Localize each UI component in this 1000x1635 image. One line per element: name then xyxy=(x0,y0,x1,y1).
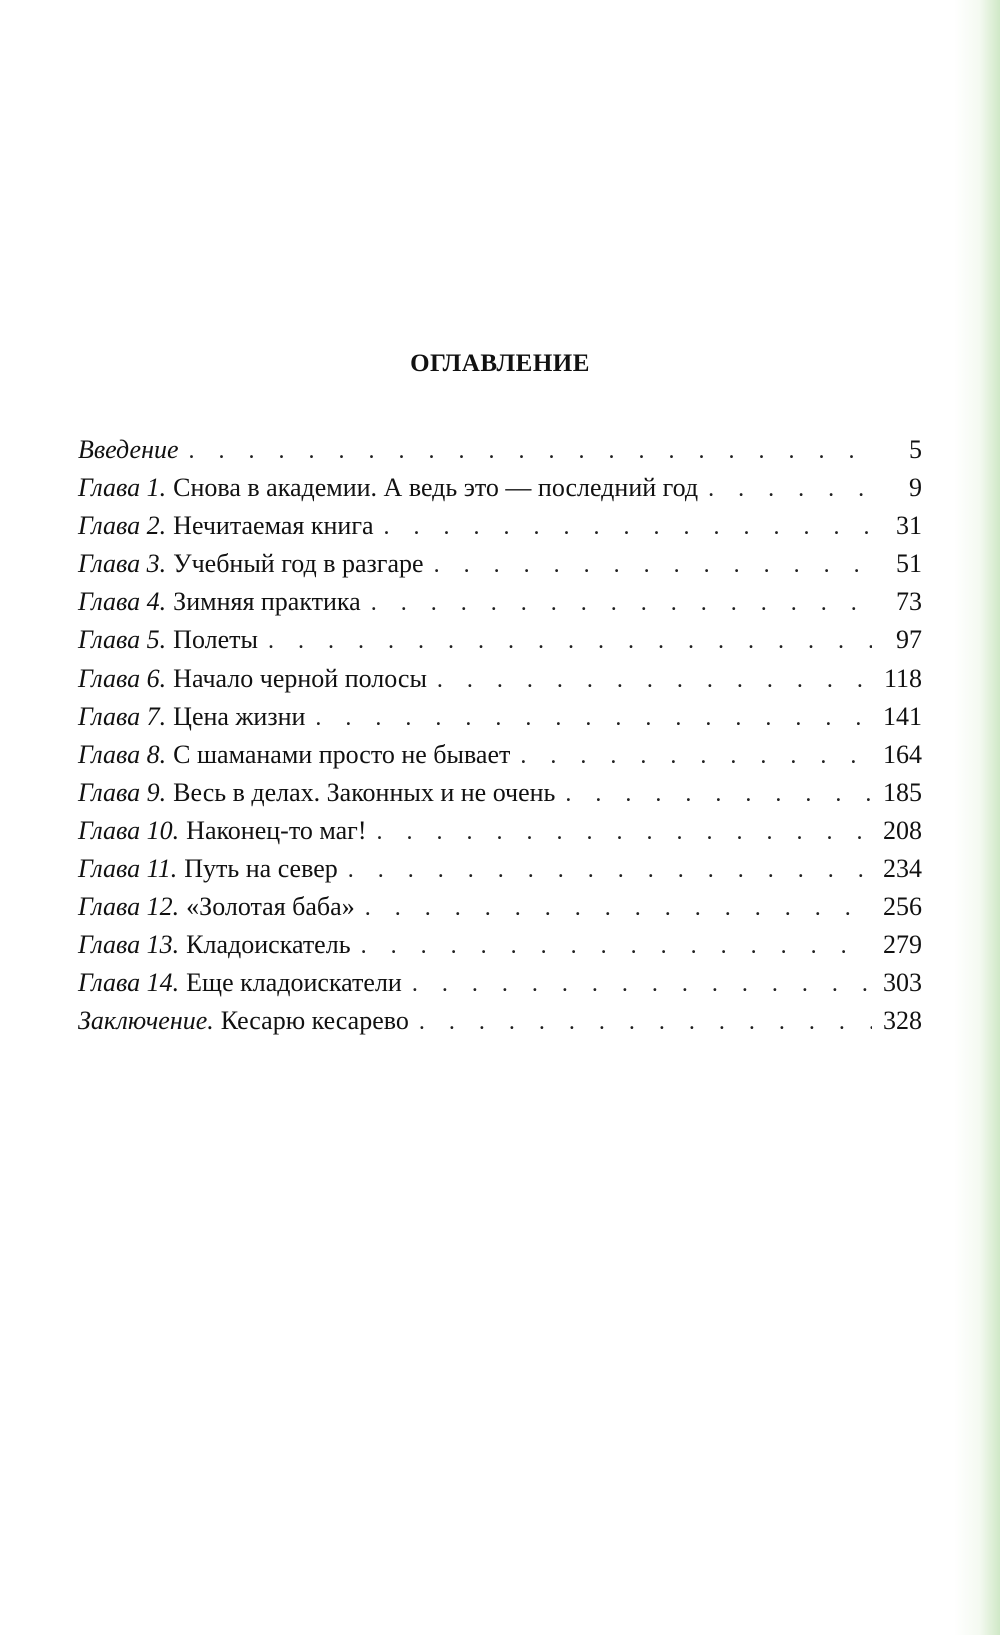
toc-entry-page: 328 xyxy=(883,1006,922,1036)
toc-entry-title: С шаманами просто не бывает xyxy=(173,739,511,769)
toc-entry-page: 73 xyxy=(896,587,922,617)
toc-entry-page: 5 xyxy=(909,435,922,464)
toc-entry-title: Путь на север xyxy=(184,854,338,884)
toc-entry-chapter-1 xyxy=(78,473,922,511)
toc-entry-page: 31 xyxy=(896,511,922,541)
toc-dot-leader xyxy=(427,667,872,694)
toc-entry-page: 185 xyxy=(883,777,922,807)
toc-entry-title: Полеты xyxy=(173,625,258,655)
toc-entry-label: Глава 9. xyxy=(78,777,167,807)
toc-entry-title: «Золотая баба» xyxy=(186,892,355,922)
toc-dot-leader xyxy=(698,476,872,503)
toc-entry-chapter-12 xyxy=(78,892,922,930)
toc-dot-leader xyxy=(555,781,872,808)
toc-entry-page: 9 xyxy=(909,473,922,503)
toc-entry-title: Кесарю кесарево xyxy=(220,1006,409,1036)
toc-dot-leader xyxy=(402,971,872,998)
toc-entry-page: 118 xyxy=(883,663,922,693)
toc-dot-leader xyxy=(258,628,872,655)
toc-entry-page: 141 xyxy=(883,701,922,731)
toc-entry-label: Глава 8. xyxy=(78,739,167,769)
toc-entry-title: Снова в академии. А ведь это — последний год xyxy=(173,473,699,503)
toc-title: ОГЛАВЛЕНИЕ xyxy=(410,350,590,377)
toc-entry-chapter-8 xyxy=(78,740,922,778)
toc-entry-chapter-6 xyxy=(78,664,922,702)
toc-dot-leader xyxy=(355,895,872,922)
toc-entry-label: Глава 10. xyxy=(78,815,180,845)
toc-dot-leader xyxy=(361,590,872,617)
toc-dot-leader xyxy=(366,819,872,846)
toc-entry-label: Глава 7. xyxy=(78,701,167,731)
toc-entry-title: Учебный год в разгаре xyxy=(173,549,424,579)
toc-entry-label: Заключение. xyxy=(78,1006,214,1036)
toc-entry-label: Глава 3. xyxy=(78,549,167,579)
toc-entry-chapter-14 xyxy=(78,968,922,1006)
toc-entry-label: Введение xyxy=(78,435,179,464)
toc-entry-label: Глава 11. xyxy=(78,854,178,884)
toc-dot-leader xyxy=(305,705,872,732)
toc-entry-page: 279 xyxy=(883,930,922,960)
toc-entry-chapter-10 xyxy=(78,816,922,854)
toc-entry-title: Нечитаемая книга xyxy=(173,511,374,541)
toc-dot-leader xyxy=(424,552,872,579)
toc-entry-label: Глава 6. xyxy=(78,663,167,693)
toc-dot-leader xyxy=(179,438,872,465)
toc-entry-title: Весь в делах. Законных и не очень xyxy=(173,777,556,807)
toc-entry-page: 303 xyxy=(883,968,922,998)
toc-dot-leader xyxy=(338,857,872,884)
toc-entry-label: Глава 12. xyxy=(78,892,180,922)
toc-entry-conclusion xyxy=(78,1006,922,1044)
toc-entry-page: 97 xyxy=(896,625,922,655)
toc-entry-title: Цена жизни xyxy=(173,701,306,731)
toc-entry-chapter-11 xyxy=(78,854,922,892)
toc-entry-page: 256 xyxy=(883,892,922,922)
toc-entry-page: 208 xyxy=(883,815,922,845)
toc-entry-chapter-4 xyxy=(78,587,922,625)
toc-entry-page: 164 xyxy=(883,739,922,769)
toc-entry-page: 234 xyxy=(883,854,922,884)
toc-entry-chapter-7 xyxy=(78,702,922,740)
toc-entry-chapter-3 xyxy=(78,549,922,587)
toc-entry-title: Начало черной полосы xyxy=(173,663,427,693)
toc-entry-introduction xyxy=(78,435,922,473)
toc-entry-page: 51 xyxy=(896,549,922,579)
toc-dot-leader xyxy=(374,514,872,541)
toc-entry-label: Глава 14. xyxy=(78,968,180,998)
toc-entry-chapter-2 xyxy=(78,511,922,549)
toc-entry-label: Глава 5. xyxy=(78,625,167,655)
toc-entry-label: Глава 2. xyxy=(78,511,167,541)
toc-dot-leader xyxy=(409,1009,872,1036)
page-edge-tint xyxy=(954,0,1000,1635)
toc-entry-title: Зимняя практика xyxy=(173,587,361,617)
toc-entry-label: Глава 13. xyxy=(78,930,180,960)
toc-entry-chapter-5 xyxy=(78,625,922,663)
toc-entry-chapter-13 xyxy=(78,930,922,968)
toc-entry-label: Глава 4. xyxy=(78,587,167,617)
toc-dot-leader xyxy=(510,743,872,770)
toc-list xyxy=(78,435,922,1045)
toc-dot-leader xyxy=(351,933,872,960)
toc-entry-title: Наконец-то маг! xyxy=(186,815,367,845)
toc-entry-label: Глава 1. xyxy=(78,473,167,503)
toc-entry-chapter-9 xyxy=(78,778,922,816)
toc-entry-title: Кладоискатель xyxy=(186,930,351,960)
toc-entry-title: Еще кладоискатели xyxy=(186,968,402,998)
